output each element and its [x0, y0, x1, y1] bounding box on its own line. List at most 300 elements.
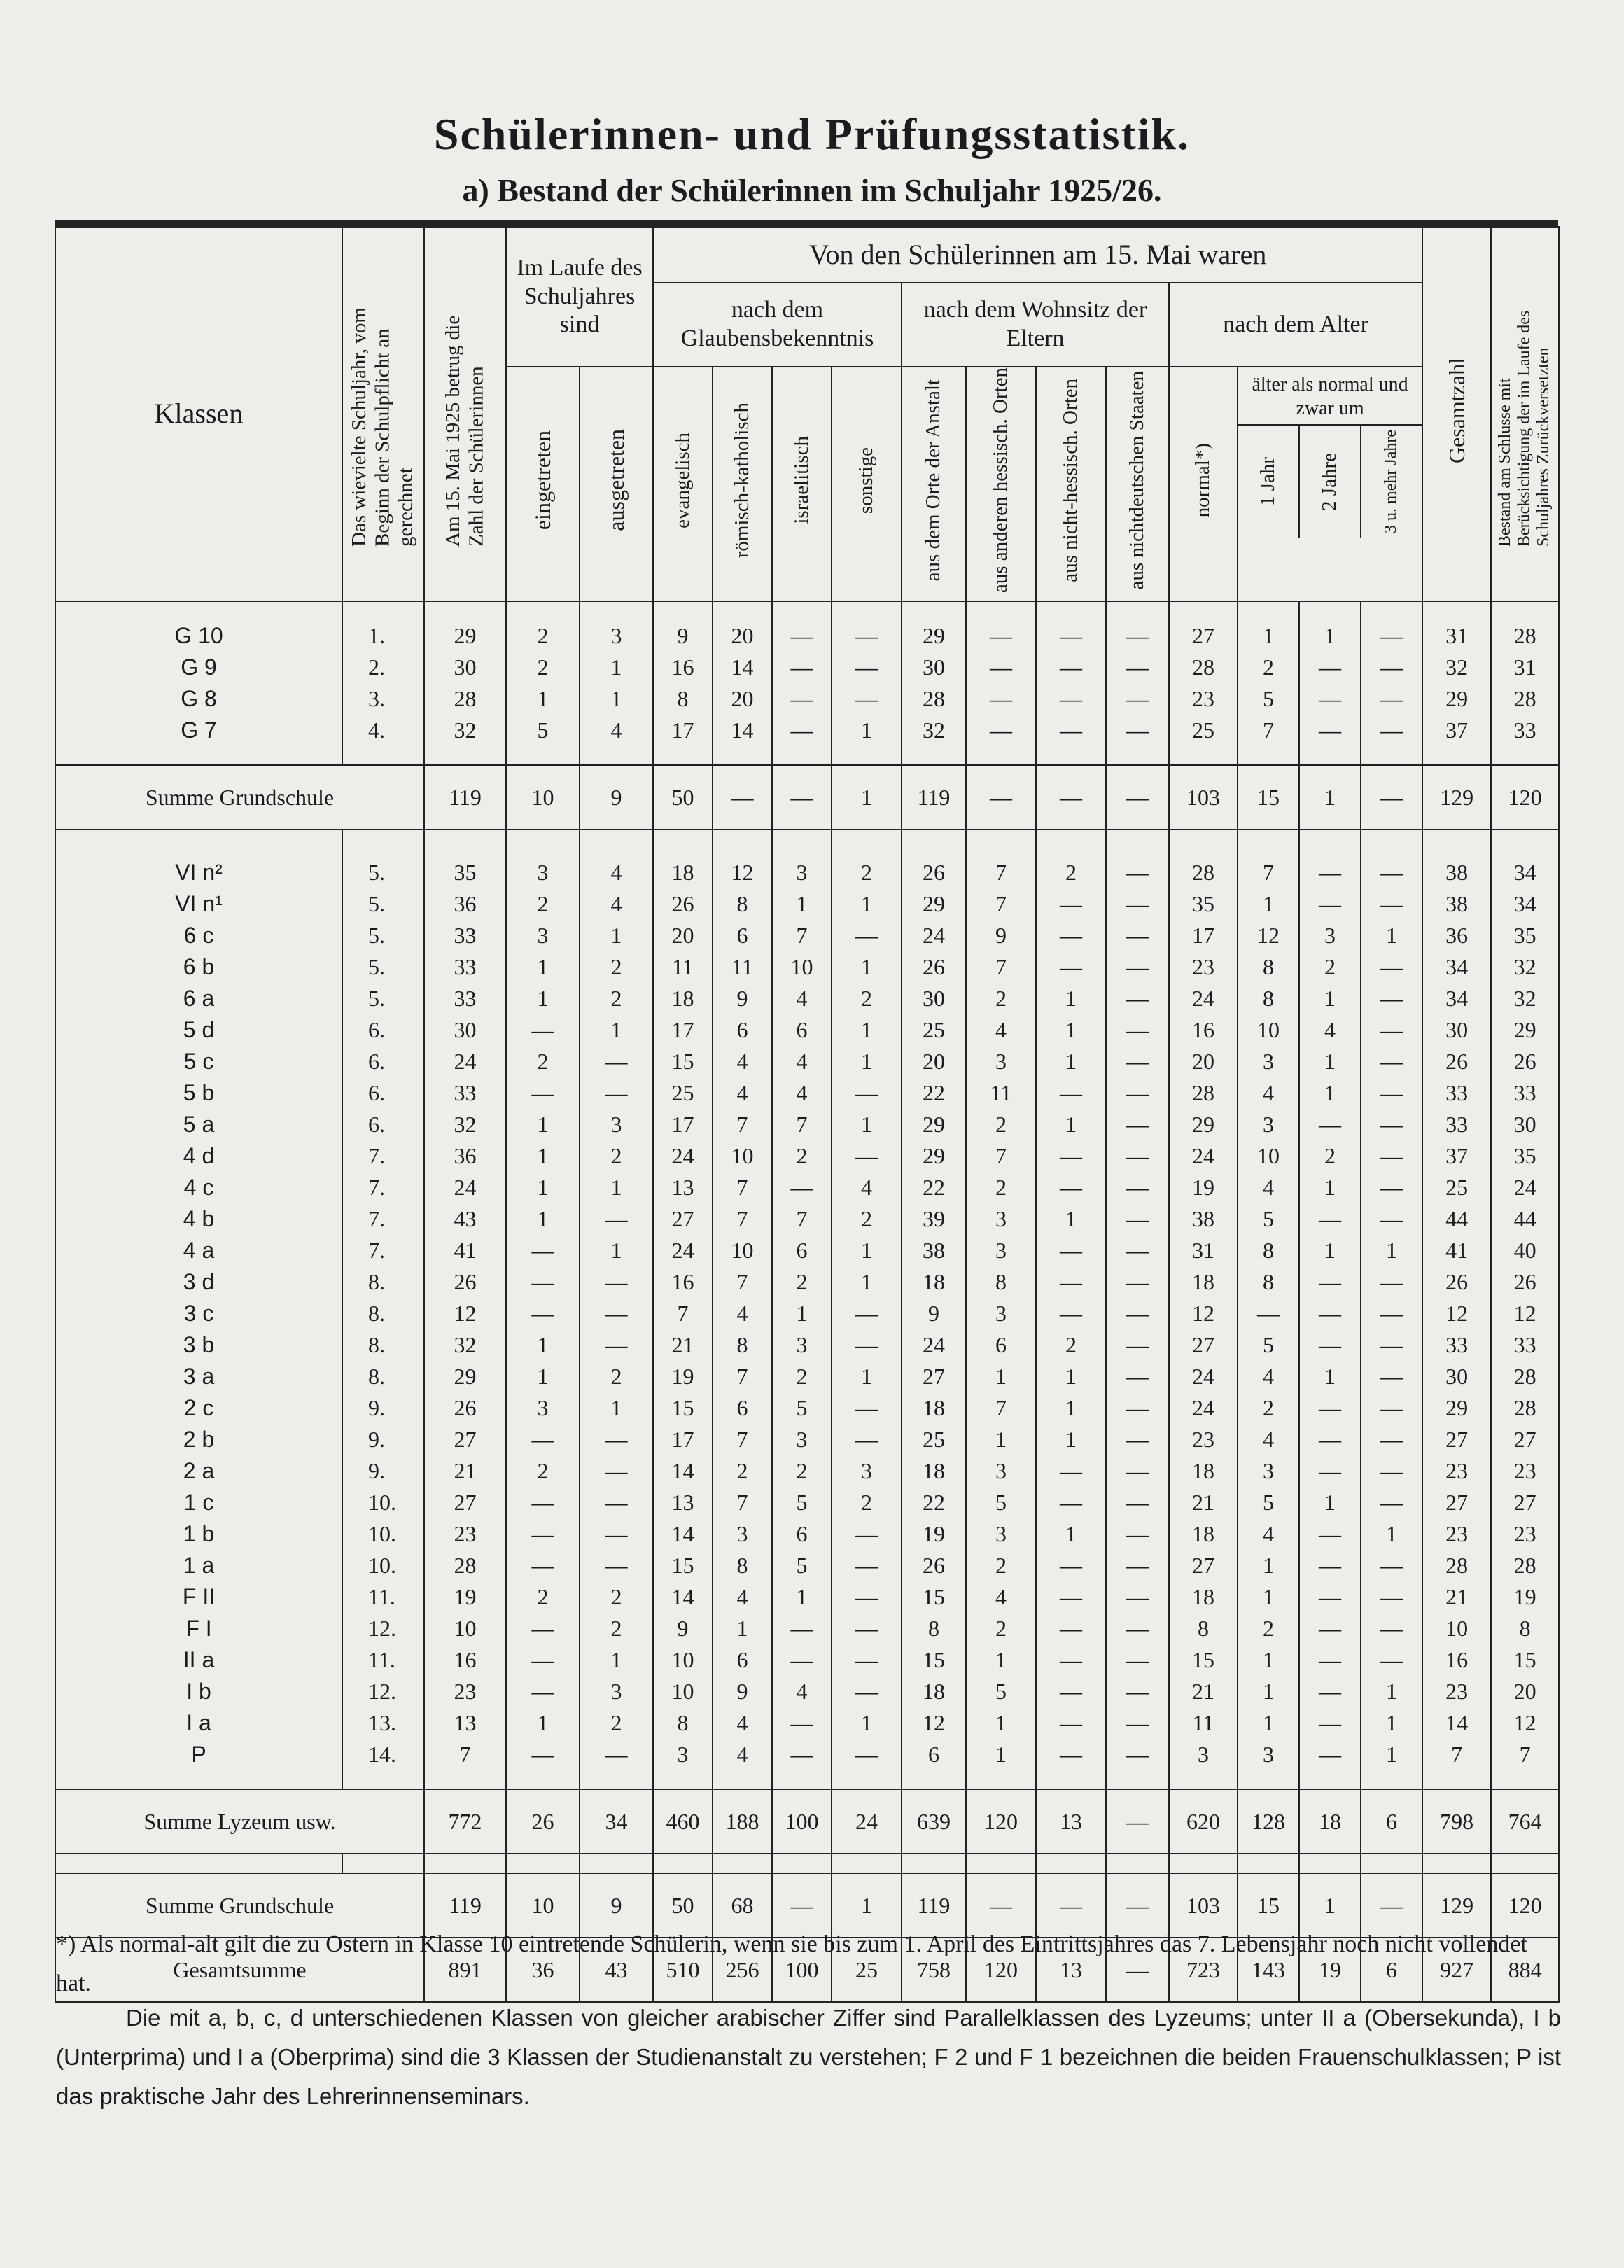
school-year: 5.: [342, 888, 424, 920]
table-row: [55, 1235, 1559, 1266]
cell-value: 33: [424, 983, 506, 1014]
cell-value: 3: [966, 1518, 1036, 1550]
spacer-row: [55, 830, 1559, 857]
cell-value: 34: [1422, 983, 1491, 1014]
cell-value: —: [1361, 1203, 1422, 1235]
cell-value: 1: [580, 683, 653, 715]
cell-value: —: [1106, 1109, 1169, 1140]
cell-value: —: [832, 1644, 902, 1676]
cell-value: 1: [580, 1235, 653, 1266]
cell-value: 33: [1491, 1077, 1559, 1109]
cell-value: —: [1036, 888, 1106, 920]
cell-value: —: [1036, 1739, 1106, 1770]
cell-value: —: [1106, 1235, 1169, 1266]
cell-value: 6: [902, 1739, 966, 1770]
cell-value: —: [506, 1235, 580, 1266]
cell-value: —: [1036, 1613, 1106, 1644]
cell-value: 20: [713, 620, 772, 652]
cell-value: 8: [1238, 1235, 1299, 1266]
cell-value: —: [580, 1455, 653, 1487]
cell-value: 2: [1238, 1613, 1299, 1644]
school-year: 11.: [342, 1581, 424, 1613]
cell-value: 6: [772, 1014, 832, 1046]
cell-value: 1: [506, 1329, 580, 1361]
cell-value: —: [1361, 983, 1422, 1014]
cell-value: 4: [580, 888, 653, 920]
cell-value: —: [832, 1392, 902, 1424]
cell-value: 2: [580, 983, 653, 1014]
cell-value: —: [1106, 1329, 1169, 1361]
class-name: P: [55, 1739, 342, 1770]
cell-value: 8: [713, 1550, 772, 1581]
page-subtitle: a) Bestand der Schülerinnen im Schuljahr 1925/26.: [462, 172, 1162, 208]
cell-value: —: [832, 1518, 902, 1550]
cell-value: 33: [1491, 715, 1559, 746]
cell-value: 38: [1422, 857, 1491, 888]
cell-value: 29: [424, 620, 506, 652]
cell-value: 27: [1422, 1424, 1491, 1455]
cell-value: 30: [424, 652, 506, 683]
cell-value: —: [1036, 1140, 1106, 1172]
cell-value: —: [1361, 1172, 1422, 1203]
cell-value: 1: [506, 1109, 580, 1140]
cell-value: 927: [1422, 1938, 1491, 2002]
cell-value: 2: [772, 1140, 832, 1172]
cell-value: —: [1106, 888, 1169, 920]
cell-value: 7: [772, 1109, 832, 1140]
cell-value: 24: [1169, 983, 1238, 1014]
cell-value: 8: [1238, 983, 1299, 1014]
cell-value: 9: [580, 1873, 653, 1938]
table-row: [55, 1455, 1559, 1487]
cell-value: 3: [580, 620, 653, 652]
cell-value: —: [580, 1266, 653, 1298]
cell-value: 9: [966, 920, 1036, 951]
cell-value: 36: [424, 1140, 506, 1172]
class-name: 1 b: [55, 1518, 342, 1550]
cell-value: —: [580, 1329, 653, 1361]
cell-value: 6: [772, 1235, 832, 1266]
cell-value: —: [1036, 683, 1106, 715]
class-name: 3 c: [55, 1298, 342, 1329]
cell-value: 639: [902, 1789, 966, 1854]
school-year: 1.: [342, 620, 424, 652]
cell-value: 4: [1238, 1518, 1299, 1550]
header-zahl-mai: Am 15. Mai 1925 betrug die Zahl der Schülerinnen: [442, 315, 488, 547]
cell-value: —: [832, 1140, 902, 1172]
cell-value: 100: [772, 1938, 832, 2002]
school-year: 12.: [342, 1676, 424, 1707]
cell-value: 38: [1169, 1203, 1238, 1235]
cell-value: 22: [902, 1172, 966, 1203]
cell-value: —: [772, 1873, 832, 1938]
class-name: 6 a: [55, 983, 342, 1014]
school-year: 10.: [342, 1518, 424, 1550]
cell-value: —: [1361, 715, 1422, 746]
cell-value: 23: [1422, 1518, 1491, 1550]
cell-value: 2: [772, 1361, 832, 1392]
cell-value: 32: [1422, 652, 1491, 683]
cell-value: 41: [1422, 1235, 1491, 1266]
cell-value: 10: [713, 1235, 772, 1266]
cell-value: —: [1299, 715, 1361, 746]
cell-value: —: [1106, 1140, 1169, 1172]
cell-value: 27: [1169, 1329, 1238, 1361]
cell-value: —: [1361, 1361, 1422, 1392]
table-row: [55, 1392, 1559, 1424]
table-body: [55, 601, 1559, 2002]
cell-value: 3: [966, 1455, 1036, 1487]
cell-value: 16: [653, 652, 713, 683]
cell-value: 1: [1299, 1361, 1361, 1392]
cell-value: 24: [1169, 1392, 1238, 1424]
cell-value: —: [580, 1424, 653, 1455]
cell-value: 14: [653, 1455, 713, 1487]
cell-value: 4: [1299, 1014, 1361, 1046]
cell-value: 39: [902, 1203, 966, 1235]
cell-value: 9: [902, 1298, 966, 1329]
class-name: 2 c: [55, 1392, 342, 1424]
cell-value: 6: [1361, 1789, 1422, 1854]
cell-value: 3: [1238, 1046, 1299, 1077]
cell-value: 1: [1036, 1046, 1106, 1077]
cell-value: 37: [1422, 715, 1491, 746]
cell-value: 17: [653, 1109, 713, 1140]
cell-value: 1: [1299, 765, 1361, 830]
cell-value: 14: [713, 715, 772, 746]
cell-value: 34: [1491, 857, 1559, 888]
cell-value: 17: [653, 1014, 713, 1046]
cell-value: —: [772, 1707, 832, 1739]
cell-value: 27: [1169, 620, 1238, 652]
cell-value: 6: [713, 920, 772, 951]
cell-value: 2: [832, 857, 902, 888]
explanatory-note: Die mit a, b, c, d unterschiedenen Klassen von gleicher arabischer Ziffer sind Parallelklassen des Lyzeums; unter II a (Obersekunda), I b (Unterprima) und I a (Oberprima) sind die 3 Klassen der Studienanstalt zu verstehen; F 2 und F 1 bezeichnen die beiden Frauenschulklassen; P ist das praktische Jahr des Lehrerinnenseminars.: [56, 2005, 1561, 2109]
table-row: [55, 1109, 1559, 1140]
cell-value: —: [580, 1046, 653, 1077]
cell-value: 28: [1491, 620, 1559, 652]
cell-value: 5: [772, 1392, 832, 1424]
cell-value: —: [966, 652, 1036, 683]
cell-value: 28: [1169, 857, 1238, 888]
table-row: [55, 920, 1559, 951]
school-year: 10.: [342, 1487, 424, 1518]
cell-value: 34: [1491, 888, 1559, 920]
cell-value: 3: [772, 1424, 832, 1455]
cell-value: 18: [902, 1676, 966, 1707]
cell-value: 24: [1491, 1172, 1559, 1203]
cell-value: 30: [1422, 1361, 1491, 1392]
cell-value: —: [1361, 1873, 1422, 1938]
cell-value: 772: [424, 1789, 506, 1854]
cell-value: —: [1299, 652, 1361, 683]
cell-value: —: [772, 652, 832, 683]
cell-value: 10: [653, 1676, 713, 1707]
spacer-row: [55, 1770, 1559, 1789]
table-row: [55, 951, 1559, 983]
cell-value: —: [1361, 1329, 1422, 1361]
cell-value: 1: [506, 683, 580, 715]
school-year: 9.: [342, 1455, 424, 1487]
cell-value: —: [1361, 1109, 1422, 1140]
cell-value: —: [1361, 1644, 1422, 1676]
cell-value: 32: [424, 1329, 506, 1361]
cell-value: 758: [902, 1938, 966, 2002]
cell-value: —: [1036, 1581, 1106, 1613]
cell-value: 620: [1169, 1789, 1238, 1854]
header-israelitisch: israelitisch: [790, 436, 813, 524]
cell-value: —: [1036, 951, 1106, 983]
cell-value: 798: [1422, 1789, 1491, 1854]
cell-value: 5: [772, 1487, 832, 1518]
cell-value: —: [1299, 1392, 1361, 1424]
cell-value: 1: [580, 1014, 653, 1046]
cell-value: 1: [1036, 1518, 1106, 1550]
cell-value: —: [1036, 1487, 1106, 1518]
cell-value: 43: [580, 1938, 653, 2002]
cell-value: 7: [424, 1739, 506, 1770]
cell-value: 3: [1238, 1455, 1299, 1487]
cell-value: 18: [902, 1266, 966, 1298]
cell-value: 15: [1238, 1873, 1299, 1938]
cell-value: 129: [1422, 765, 1491, 830]
cell-value: 10: [1238, 1014, 1299, 1046]
sum-label: Summe Lyzeum usw.: [55, 1789, 424, 1854]
cell-value: 25: [902, 1014, 966, 1046]
cell-value: 4: [772, 983, 832, 1014]
cell-value: 40: [1491, 1235, 1559, 1266]
cell-value: 23: [1422, 1676, 1491, 1707]
cell-value: 3: [1169, 1739, 1238, 1770]
cell-value: 10: [506, 1873, 580, 1938]
cell-value: 1: [1036, 1014, 1106, 1046]
cell-value: 26: [1491, 1046, 1559, 1077]
cell-value: 1: [966, 1739, 1036, 1770]
cell-value: 1: [506, 1172, 580, 1203]
cell-value: —: [772, 715, 832, 746]
cell-value: 26: [653, 888, 713, 920]
cell-value: 14: [713, 652, 772, 683]
cell-value: —: [1299, 1676, 1361, 1707]
cell-value: —: [1361, 1014, 1422, 1046]
cell-value: 26: [424, 1266, 506, 1298]
cell-value: 21: [1169, 1676, 1238, 1707]
table-row: [55, 620, 1559, 652]
cell-value: —: [1036, 1707, 1106, 1739]
cell-value: 1: [506, 1707, 580, 1739]
cell-value: 1: [1299, 1235, 1361, 1266]
header-aus-nichtdeutschen-staaten: aus nichtdeutschen Staaten: [1126, 370, 1149, 590]
cell-value: 7: [1238, 715, 1299, 746]
cell-value: 1: [1361, 1518, 1422, 1550]
cell-value: 6: [713, 1644, 772, 1676]
cell-value: 1: [832, 765, 902, 830]
header-roemisch-katholisch: römisch-katholisch: [730, 402, 753, 559]
cell-value: 9: [653, 1613, 713, 1644]
cell-value: 1: [832, 1014, 902, 1046]
cell-value: —: [1299, 1329, 1361, 1361]
class-name: 1 a: [55, 1550, 342, 1581]
cell-value: 27: [1422, 1487, 1491, 1518]
header-ein-jahr: 1 Jahr: [1256, 457, 1280, 507]
cell-value: —: [832, 652, 902, 683]
cell-value: —: [506, 1739, 580, 1770]
cell-value: —: [832, 1424, 902, 1455]
cell-value: —: [832, 1329, 902, 1361]
cell-value: 1: [832, 1235, 902, 1266]
cell-value: 26: [902, 1550, 966, 1581]
cell-value: 3: [772, 1329, 832, 1361]
cell-value: 22: [902, 1487, 966, 1518]
header-aus-dem-orte: aus dem Orte der Anstalt: [922, 379, 945, 582]
cell-value: 13: [1036, 1789, 1106, 1854]
cell-value: 2: [506, 652, 580, 683]
cell-value: 23: [1169, 1424, 1238, 1455]
cell-value: 16: [1422, 1644, 1491, 1676]
header-bestand: Bestand am Schlusse mit Berücksichtigung der im Laufe des Schuljahres Zurückversetzten: [1496, 310, 1553, 547]
cell-value: —: [1106, 1203, 1169, 1235]
cell-value: —: [832, 1581, 902, 1613]
cell-value: —: [966, 683, 1036, 715]
cell-value: —: [832, 620, 902, 652]
cell-value: —: [1106, 1172, 1169, 1203]
cell-value: 3: [653, 1739, 713, 1770]
cell-value: 32: [1491, 983, 1559, 1014]
cell-value: 41: [424, 1235, 506, 1266]
cell-value: 10: [1422, 1613, 1491, 1644]
cell-value: 20: [1169, 1046, 1238, 1077]
cell-value: 10: [424, 1613, 506, 1644]
cell-value: 18: [1169, 1266, 1238, 1298]
cell-value: 103: [1169, 1873, 1238, 1938]
school-year: 4.: [342, 715, 424, 746]
cell-value: —: [1299, 1298, 1361, 1329]
cell-value: —: [1106, 1361, 1169, 1392]
cell-value: 6: [966, 1329, 1036, 1361]
class-name: G 7: [55, 715, 342, 746]
cell-value: 1: [506, 951, 580, 983]
cell-value: 34: [580, 1789, 653, 1854]
cell-value: —: [1106, 983, 1169, 1014]
cell-value: 26: [902, 951, 966, 983]
cell-value: 4: [772, 1046, 832, 1077]
top-rule: [55, 220, 1558, 226]
cell-value: 35: [1169, 888, 1238, 920]
cell-value: 723: [1169, 1938, 1238, 2002]
cell-value: 3: [580, 1676, 653, 1707]
cell-value: 24: [902, 1329, 966, 1361]
school-year: 14.: [342, 1739, 424, 1770]
cell-value: 19: [902, 1518, 966, 1550]
cell-value: 1: [832, 1046, 902, 1077]
cell-value: 11: [966, 1077, 1036, 1109]
cell-value: —: [1361, 1487, 1422, 1518]
cell-value: —: [1106, 1298, 1169, 1329]
cell-value: —: [1106, 1644, 1169, 1676]
cell-value: —: [506, 1613, 580, 1644]
class-name: G 10: [55, 620, 342, 652]
cell-value: 120: [1491, 1873, 1559, 1938]
table-row: [55, 1266, 1559, 1298]
cell-value: 3: [1238, 1739, 1299, 1770]
cell-value: —: [1106, 1518, 1169, 1550]
cell-value: 13: [1036, 1938, 1106, 2002]
cell-value: —: [1361, 1140, 1422, 1172]
cell-value: 1: [832, 951, 902, 983]
cell-value: —: [1036, 1077, 1106, 1109]
cell-value: 33: [1422, 1109, 1491, 1140]
class-name: 5 c: [55, 1046, 342, 1077]
cell-value: 1: [713, 1613, 772, 1644]
cell-value: —: [1106, 857, 1169, 888]
cell-value: —: [1036, 1873, 1106, 1938]
cell-value: 15: [653, 1046, 713, 1077]
table-row: [55, 983, 1559, 1014]
cell-value: 2: [1299, 1140, 1361, 1172]
cell-value: 27: [1169, 1550, 1238, 1581]
class-name: I a: [55, 1707, 342, 1739]
cell-value: 10: [653, 1644, 713, 1676]
cell-value: 30: [1491, 1109, 1559, 1140]
header-evangelisch: evangelisch: [671, 432, 694, 528]
cell-value: 2: [966, 1613, 1036, 1644]
cell-value: 4: [713, 1581, 772, 1613]
cell-value: 7: [653, 1298, 713, 1329]
cell-value: 1: [1238, 620, 1299, 652]
header-alter: nach dem Alter: [1169, 283, 1422, 367]
class-name: 4 d: [55, 1140, 342, 1172]
cell-value: —: [1106, 1266, 1169, 1298]
class-name: 6 b: [55, 951, 342, 983]
cell-value: 3: [1299, 920, 1361, 951]
cell-value: —: [506, 1644, 580, 1676]
cell-value: 891: [424, 1938, 506, 2002]
cell-value: 1: [1036, 983, 1106, 1014]
cell-value: 10: [713, 1140, 772, 1172]
cell-value: 120: [966, 1789, 1036, 1854]
cell-value: —: [1361, 1455, 1422, 1487]
cell-value: 4: [713, 1298, 772, 1329]
cell-value: 3: [966, 1203, 1036, 1235]
class-name: F II: [55, 1581, 342, 1613]
cell-value: 44: [1491, 1203, 1559, 1235]
cell-value: 31: [1169, 1235, 1238, 1266]
header-sonstige: sonstige: [855, 447, 878, 514]
cell-value: 2: [1299, 951, 1361, 983]
cell-value: —: [1106, 1392, 1169, 1424]
cell-value: 23: [1491, 1518, 1559, 1550]
cell-value: 12: [1491, 1707, 1559, 1739]
cell-value: 2: [506, 1455, 580, 1487]
cell-value: 23: [1169, 683, 1238, 715]
cell-value: 50: [653, 1873, 713, 1938]
cell-value: 21: [653, 1329, 713, 1361]
cell-value: 19: [1169, 1172, 1238, 1203]
cell-value: —: [1361, 1077, 1422, 1109]
cell-value: 1: [1361, 1707, 1422, 1739]
header-wohnsitz: nach dem Wohnsitz der Eltern: [902, 283, 1169, 367]
cell-value: 2: [832, 983, 902, 1014]
cell-value: 4: [713, 1707, 772, 1739]
table-row: [55, 652, 1559, 683]
cell-value: 16: [653, 1266, 713, 1298]
class-name: 2 b: [55, 1424, 342, 1455]
cell-value: —: [1036, 715, 1106, 746]
cell-value: 1: [1299, 1046, 1361, 1077]
cell-value: 2: [1238, 652, 1299, 683]
spacer-row: [55, 601, 1559, 620]
cell-value: 1: [1299, 620, 1361, 652]
